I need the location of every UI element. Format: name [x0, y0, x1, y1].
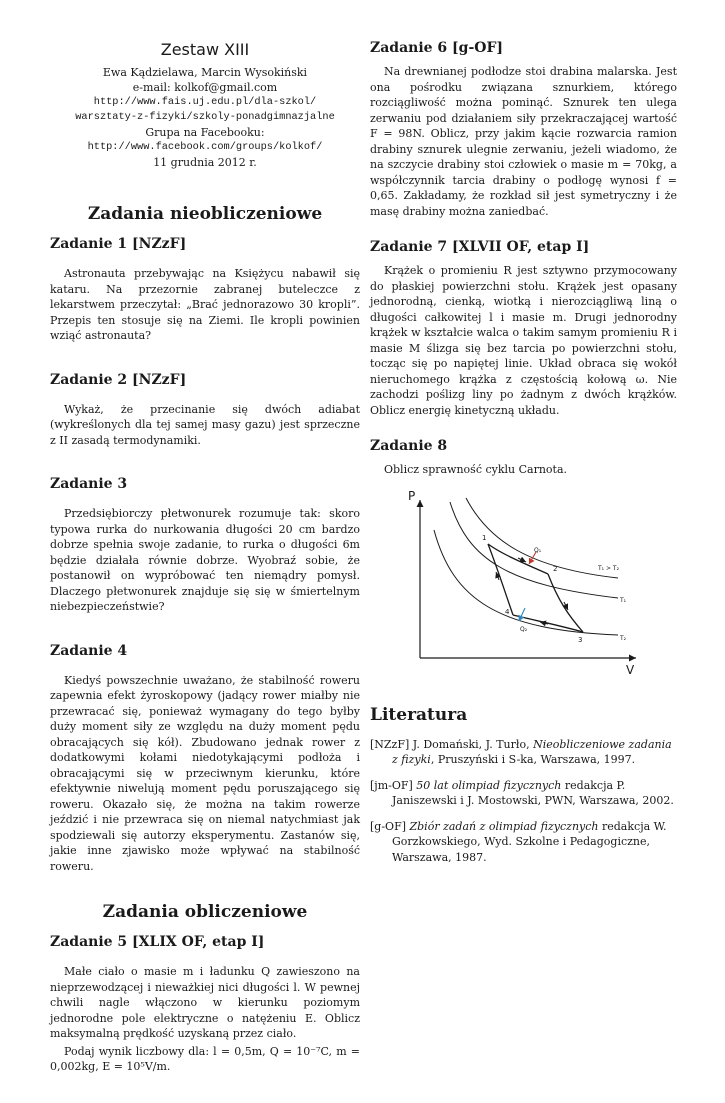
- facebook-url[interactable]: http://www.facebook.com/groups/kolkof/: [87, 141, 323, 153]
- section-non-computational: Zadania nieobliczeniowe: [87, 204, 323, 224]
- point-1: 1: [482, 533, 487, 542]
- isotherm-outer: [466, 498, 618, 578]
- p-axis-label: P: [408, 489, 416, 503]
- facebook-label: Grupa na Facebooku:: [145, 126, 265, 139]
- task-2-title: Zadanie 2 [NZzF]: [50, 371, 187, 388]
- task-4: [50, 643, 360, 875]
- task-7: [370, 239, 677, 418]
- ref-2-tag: [jm-OF]: [370, 778, 413, 792]
- authors: Ewa Kądzielawa, Marcin Wysokiński: [102, 66, 308, 79]
- q2-arrow: [519, 608, 525, 621]
- cycle-2-3: [548, 574, 583, 632]
- task-1: [50, 236, 360, 344]
- ref-3-rest: redakcja W. Gorzkowskiego, Wyd. Szkolne i Pedagogiczne, Warszawa, 1987.: [392, 819, 667, 864]
- ref-1-tag: [NZzF]: [370, 737, 410, 751]
- ref-1-authors: J. Domański, J. Turło,: [412, 737, 534, 751]
- ref-3-tag: [g-OF]: [370, 819, 406, 833]
- task-3: [50, 476, 360, 615]
- task-1-title: Zadanie 1 [NZzF]: [50, 236, 187, 252]
- ref-2-rest: redakcja P. Janiszewski i J. Mostowski, PWN, Warszawa, 2002.: [392, 778, 674, 807]
- temperature-relation: T₁ > T₂: [598, 564, 619, 572]
- task-1-text: Astronauta przebywając na Księżycu nabawił się kataru. Na przezornie zabranej buteleczce z lekarstwem przeczytał: „Brać jednorazowo 30 kropli”. Przepis ten stosuje się na Ziemi. Ile kropli powinien wziąć astronauta?: [50, 267, 360, 342]
- url-line-2[interactable]: warsztaty-z-fizyki/szkoly-ponadgimnazjalne: [75, 111, 335, 123]
- email: e-mail: kolkof@gmail.com: [132, 81, 278, 94]
- reference-2: [370, 778, 677, 809]
- q1-label: Q₁: [534, 546, 542, 554]
- task-7-text: Krążek o promieniu R jest sztywno przymocowany do płaskiej powierzchni stołu. Krążek jest opasany jednorodną, cienką, wiotką i nierozciągliwą liną o długości całkowitej l i masie m. Drugi jednorodny krążek w kształcie walca o takim samym promieniu R i masie M ślizga się bez tarcia po powierzchni stołu, tocząc się po napiętej linie. Układ obraca się wokół nieruchomego krążka z częstością kołową ω. Nie zachodzi poślizg liny po żadnym z dwóch krążków. Oblicz energię kinetyczną układu.: [370, 264, 677, 417]
- task-5-title: Zadanie 5 [XLIX OF, etap I]: [50, 934, 265, 950]
- task-5-text: Małe ciało o masie m i ładunku Q zawieszono na nieprzewodzącej i nieważkiej nici długości l. W pewnej chwili nagle włączono w kierunku poziomym jednorodne pole elektryczne o natężeniu E. Oblicz maksymalną prędkość uzyskaną przez ciało.: [50, 965, 360, 1040]
- reference-3: [370, 819, 677, 866]
- task-6: [370, 40, 677, 219]
- task-8-text: Oblicz sprawność cyklu Carnota.: [384, 463, 568, 476]
- isotherm-t2: [434, 530, 618, 635]
- right-column: [370, 40, 677, 875]
- task-4-title: Zadanie 4: [50, 642, 128, 659]
- ref-1-title: Nieobliczeniowe zadania z fizyki: [392, 737, 672, 766]
- point-4: 4: [505, 607, 510, 616]
- task-6-text: Na drewnianej podłodze stoi drabina malarska. Jest ona pośrodku związana sznurkiem, którego rozciągliwość można pominąć. Sznurek ten ulega zerwaniu pod działaniem siły przekraczającej wartość F = 98N. Oblicz, przy jakim kącie rozwarcia ramion drabiny sznurek ulegnie zerwaniu, jeżeli wiadomo, że na szczycie drabiny stoi człowiek o masie m = 70kg, a współczynnik tarcia drabiny o podłogę wynosi f = 0,65. Zakładamy, że rozkład sił jest symetryczny i że masę drabiny można zaniedbać.: [370, 65, 677, 218]
- carnot-cycle-diagram: [408, 490, 643, 675]
- point-2: 2: [553, 564, 558, 573]
- task-6-title: Zadanie 6 [g-OF]: [370, 40, 504, 56]
- left-column: [50, 40, 360, 1103]
- task-8: [370, 438, 677, 675]
- task-3-text: Przedsiębiorczy płetwonurek rozumuje tak: skoro typowa rurka do nurkowania długości 20 cm bardzo dobrze spełnia swoje zadanie, to rurka o długości 6m będzie działała równie dobrze. Wyobraź sobie, że postanowił on wypróbować ten niemądry pomysł. Dlaczego płetwonurek znajduje się się w śmiertelnym niebezpieczeństwie?: [50, 507, 360, 613]
- t1-label: T₁: [620, 596, 627, 604]
- section-computational: Zadania obliczeniowe: [102, 902, 308, 922]
- reference-1: [370, 737, 677, 768]
- task-5-text-2: Podaj wynik liczbowy dla: l = 0,5m, Q = 10⁻⁷C, m = 0,002kg, E = 10⁵V/m.: [50, 1044, 360, 1073]
- header-block: [50, 40, 360, 170]
- task-2-text: Wykaż, że przecinanie się dwóch adiabat (wykreślonych dla tej samej masy gazu) jest sprzeczne z II zasadą termodynamiki.: [50, 402, 360, 447]
- set-title: Zestaw XIII: [160, 40, 250, 59]
- carnot-svg: [408, 490, 643, 675]
- task-5: [50, 934, 360, 1075]
- ref-3-title: Zbiór zadań z olimpiad fizycznych: [409, 819, 599, 833]
- t2-label: T₂: [620, 634, 627, 642]
- task-7-title: Zadanie 7 [XLVII OF, etap I]: [370, 239, 590, 255]
- task-4-text: Kiedyś powszechnie uważano, że stabilność roweru zapewnia efekt żyroskopowy (jadący rower miałby nie przewracać się, ponieważ wymagany do tego byłby duży moment siły ze względu na duży moment pędu obracających się kół). Zbudowano jednak rower z dodatkowymi kołami niedotykającymi podłoża i obracającymi się w przeciwnym kierunku, które efektywnie niwelują moment pędu poruszającego się roweru. Okazało się, że można na takim rowerze jeździć i nie przewraca się on niemal natychmiast jak spodziewali się autorzy eksperymentu. Zastanów się, jakie inne zjawisko może wpływać na stabilność roweru.: [50, 673, 360, 873]
- point-3: 3: [578, 635, 583, 644]
- task-2: [50, 372, 360, 449]
- task-3-title: Zadanie 3: [50, 476, 128, 492]
- ref-1-rest: , Pruszyński i S-ka, Warszawa, 1997.: [430, 753, 636, 766]
- v-axis-label: V: [626, 662, 635, 675]
- section-literature: Literatura: [370, 704, 468, 725]
- q2-label: Q₂: [520, 625, 528, 633]
- ref-2-title: 50 lat olimpiad fizycznych: [416, 778, 562, 792]
- cycle-4-1: [488, 544, 513, 615]
- date: 11 grudnia 2012 r.: [153, 156, 257, 169]
- url-line-1[interactable]: http://www.fais.uj.edu.pl/dla-szkol/: [93, 96, 317, 108]
- task-8-title: Zadanie 8: [370, 438, 448, 454]
